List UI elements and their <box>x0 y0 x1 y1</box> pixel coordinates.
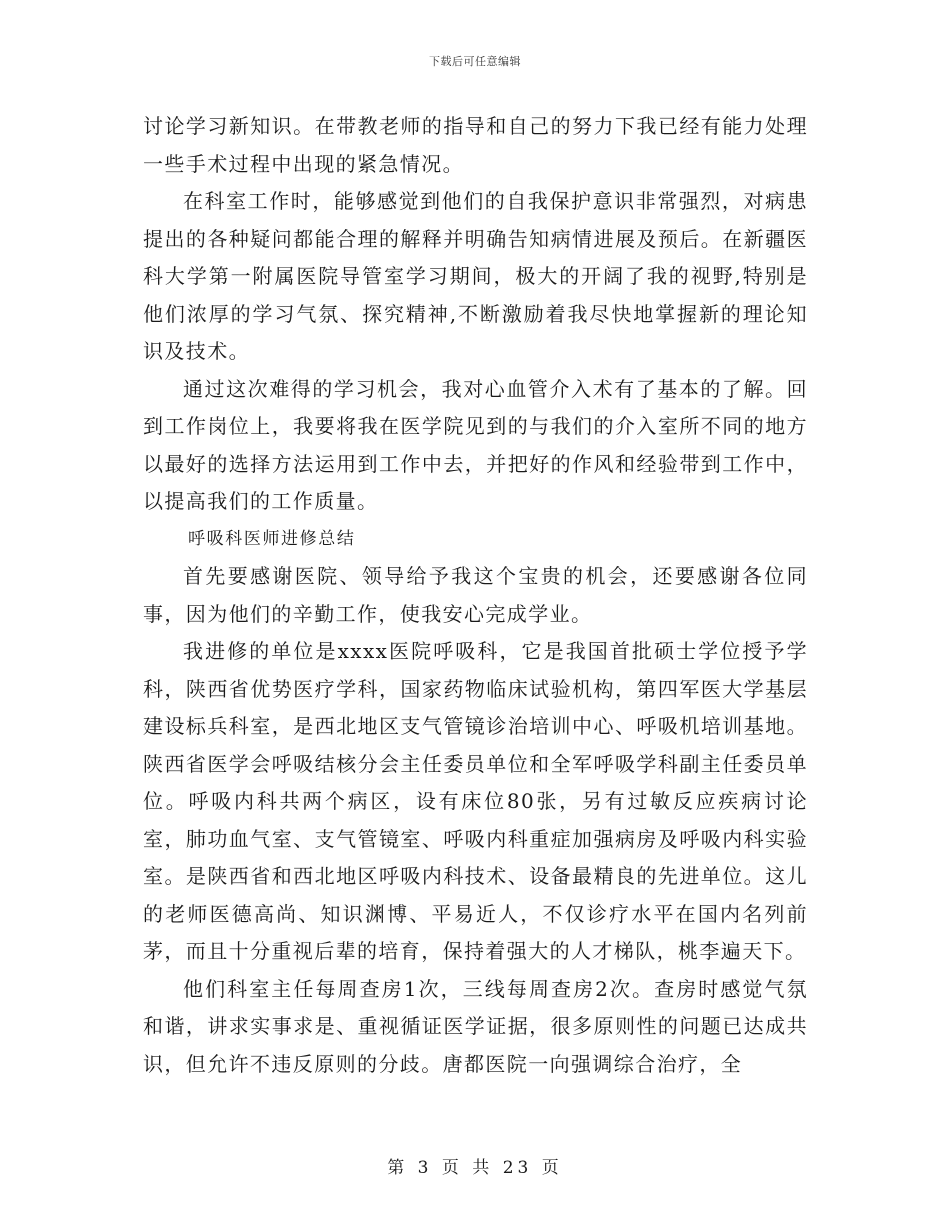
paragraph-3: 通过这次难得的学习机会，我对心血管介入术有了基本的了解。回到工作岗位上，我要将我在医学院见到的与我们的介入室所不同的地方以最好的选择方法运用到工作中去，并把好的作风和经验带到工作中，以提高我们的工作质量。 <box>143 376 808 513</box>
paragraph-2: 在科室工作时，能够感觉到他们的自我保护意识非常强烈，对病患提出的各种疑问都能合理的解释并明确告知病情进展及预后。在新疆医科大学第一附属医院导管室学习期间，极大的开阔了我的视野,特别是他们浓厚的学习气氛、探究精神,不断激励着我尽快地掌握新的理论知识及技术。 <box>143 189 808 363</box>
section-heading: 呼吸科医师进修总结 <box>188 528 356 549</box>
paragraph-4: 首先要感谢医院、领导给予我这个宝贵的机会，还要感谢各位同事，因为他们的辛勤工作，使我安心完成学业。 <box>143 564 808 626</box>
page-number-footer: 第 3 页 共 23 页 <box>387 1158 563 1178</box>
paragraph-5: 我进修的单位是xxxx医院呼吸科，它是我国首批硕士学位授予学科，陕西省优势医疗学科，国家药物临床试验机构，第四军医大学基层建设标兵科室，是西北地区支气管镜诊治培训中心、呼吸机培训基地。陕西省医学会呼吸结核分会主任委员单位和全军呼吸学科副主任委员单位。呼吸内科共两个病区，设有床位80张，另有过敏反应疾病讨论室，肺功血气室、支气管镜室、呼吸内科重症加强病房及呼吸内科实验室。是陕西省和西北地区呼吸内科技术、设备最精良的先进单位。这儿的老师医德高尚、知识渊博、平易近人，不仅诊疗水平在国内名列前茅，而且十分重视后辈的培育，保持着强大的人才梯队，桃李遍天下。 <box>143 639 808 963</box>
paragraph-6: 他们科室主任每周查房1次，三线每周查房2次。查房时感觉气氛和谐，讲求实事求是、重视循证医学证据，很多原则性的问题已达成共识，但允许不违反原则的分歧。唐都医院一向强调综合治疗，全 <box>143 976 808 1076</box>
paragraph-1: 讨论学习新知识。在带教老师的指导和自己的努力下我已经有能力处理一些手术过程中出现的紧急情况。 <box>143 114 808 176</box>
page-header: 下载后可任意编辑 <box>429 55 521 68</box>
document-body <box>143 108 808 1083</box>
